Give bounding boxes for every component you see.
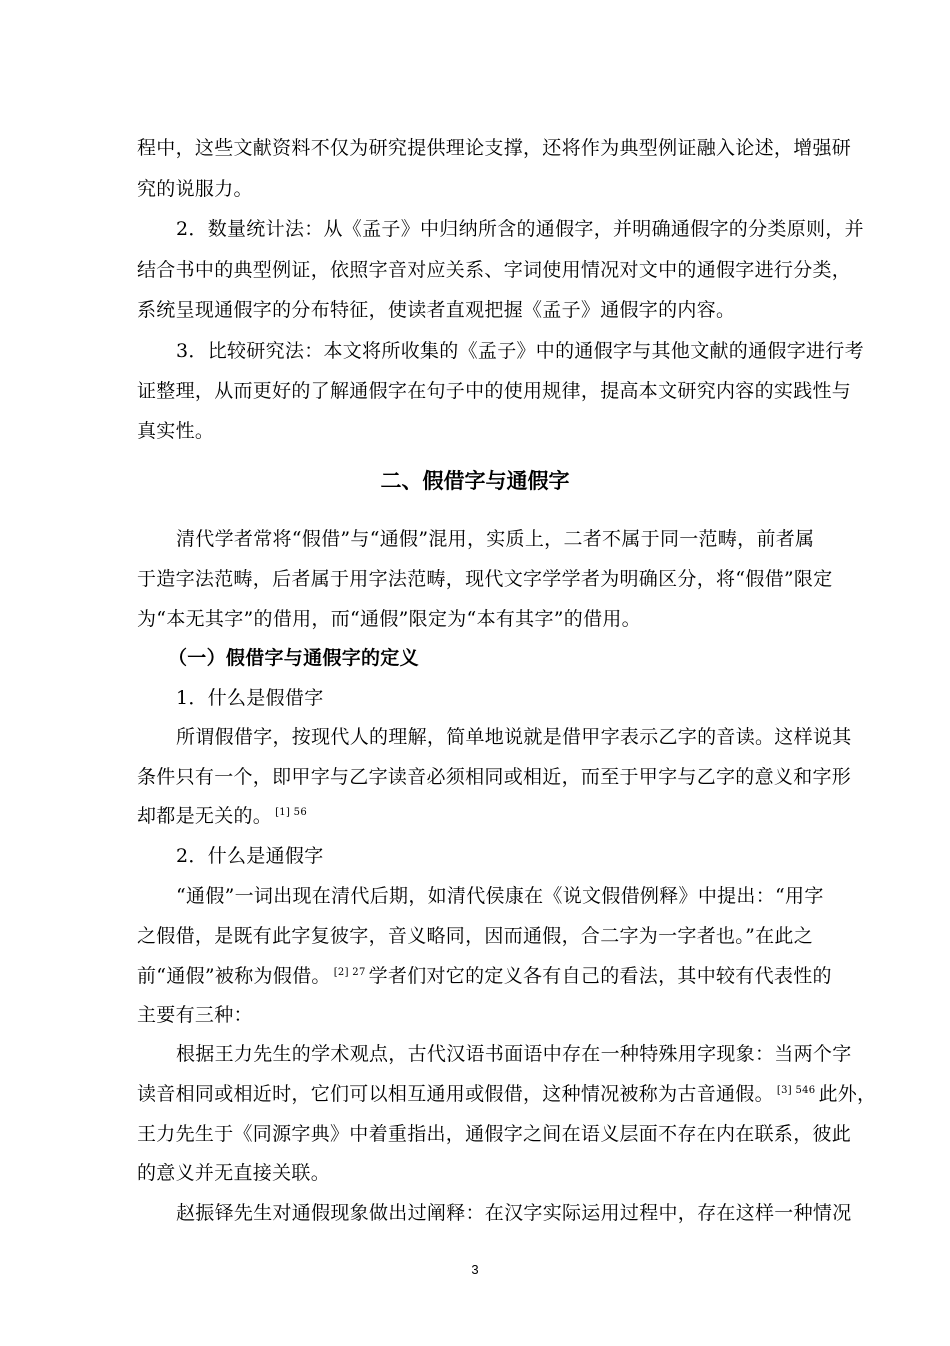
subsection-heading: （一）假借字与通假字的定义 (168, 647, 419, 669)
paragraph-line: 所谓假借字，按现代人的理解，简单地说就是借甲字表示乙字的音读。这样说其 (176, 726, 852, 748)
paragraph-line: 条件只有一个，即甲字与乙字读音必须相同或相近，而至于甲字与乙字的意义和字形 (137, 766, 852, 788)
paragraph-line: 清代学者常将“假借”与“通假”混用，实质上，二者不属于同一范畴，前者属 (176, 528, 815, 550)
item-heading: 1．什么是假借字 (176, 687, 324, 709)
paragraph-line: 3．比较研究法：本文将所收集的《孟子》中的通假字与其他文献的通假字进行考 (176, 340, 864, 362)
item-heading: 2．什么是通假字 (176, 845, 324, 867)
paragraph-text: 前“通假”被称为假借。 (137, 965, 331, 987)
paragraph-line: 程中，这些文献资料不仅为研究提供理论支撑，还将作为典型例证融入论述，增强研 (137, 137, 852, 159)
paragraph-line: 结合书中的典型例证，依照字音对应关系、字词使用情况对文中的通假字进行分类， (137, 259, 852, 281)
citation-ref: [1] 56 (275, 807, 307, 818)
paragraph-text: 学者们对它的定义各有自己的看法，其中较有代表性的 (368, 965, 832, 987)
paragraph-line: “通假”一词出现在清代后期，如清代侯康在《说文假借例释》中提出：“用字 (176, 885, 824, 907)
paragraph-line: 之假借，是既有此字复彼字，音义略同，因而通假，合二字为一字者也。”在此之 (137, 925, 814, 947)
paragraph-text: 此外， (818, 1083, 877, 1105)
paragraph-line: 证整理，从而更好的了解通假字在句子中的使用规律，提高本文研究内容的实践性与 (137, 380, 852, 402)
paragraph-line: 主要有三种： (137, 1004, 253, 1026)
paragraph-line: 真实性。 (137, 420, 215, 442)
paragraph-line: 为“本无其字”的借用，而“通假”限定为“本有其字”的借用。 (137, 608, 641, 630)
paragraph-line: 王力先生于《同源字典》中着重指出，通假字之间在语义层面不存在内在联系，彼此 (137, 1123, 852, 1145)
paragraph-line (137, 1080, 876, 1108)
paragraph-line: 的意义并无直接关联。 (137, 1162, 331, 1184)
paragraph-text: 却都是无关的。 (137, 805, 273, 827)
paragraph-line: 究的说服力。 (137, 178, 253, 200)
paragraph-line (137, 962, 832, 990)
paragraph-line: 系统呈现通假字的分布特征，使读者直观把握《孟子》通假字的内容。 (137, 299, 736, 321)
paragraph-line: 赵振铎先生对通假现象做出过阐释：在汉字实际运用过程中，存在这样一种情况 (176, 1202, 852, 1224)
citation-ref: [2] 27 (333, 967, 366, 978)
citation-ref: [3] 546 (776, 1085, 816, 1096)
paragraph-line: 于造字法范畴，后者属于用字法范畴，现代文字学学者为明确区分，将“假借”限定 (137, 568, 833, 590)
page-number: 3 (471, 1262, 479, 1277)
paragraph-line: 2．数量统计法：从《孟子》中归纳所含的通假字，并明确通假字的分类原则，并 (176, 218, 864, 240)
paragraph-line (137, 802, 310, 830)
paragraph-text: 读音相同或相近时，它们可以相互通用或假借，这种情况被称为古音通假。 (137, 1083, 774, 1105)
paragraph-line: 根据王力先生的学术观点，古代汉语书面语中存在一种特殊用字现象：当两个字 (176, 1043, 852, 1065)
section-heading: 二、假借字与通假字 (380, 469, 570, 493)
